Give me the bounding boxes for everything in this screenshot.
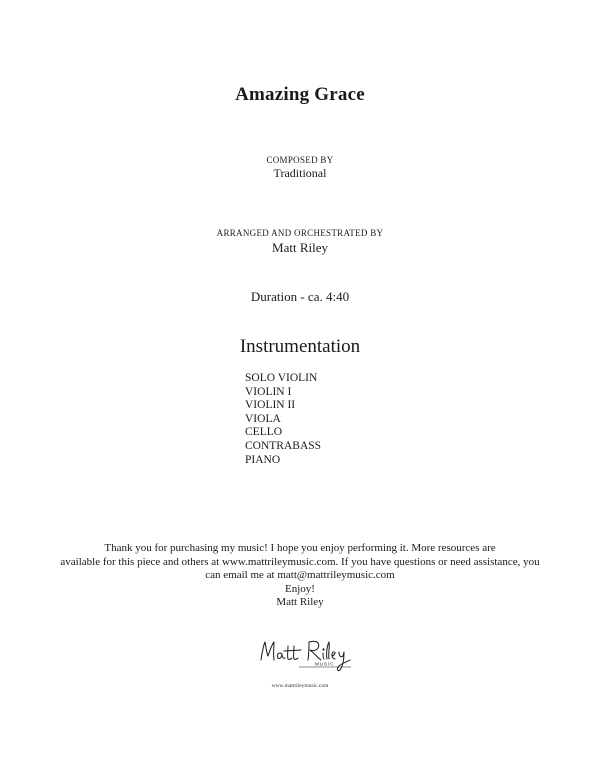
enjoy-text: Enjoy! — [285, 582, 315, 595]
logo-music-text: MUSIC — [315, 661, 335, 667]
arranged-by-label: ARRANGED AND ORCHESTRATED BY — [216, 228, 384, 238]
duration-text: Duration - ca. 4:40 — [250, 289, 350, 304]
signature-text: Matt Riley — [276, 596, 324, 609]
instrument-item: VIOLIN I — [245, 385, 292, 398]
thank-you-line: available for this piece and others at www.mattrileymusic.com. If you have questions or need assistance, you — [60, 555, 540, 568]
footer-url[interactable]: www.mattrileymusic.com — [271, 683, 329, 689]
instrument-item: PIANO — [245, 453, 281, 466]
thank-you-line: Thank you for purchasing my music! I hope you enjoy performing it. More resources are — [104, 542, 496, 554]
composed-by-label: COMPOSED BY — [266, 155, 334, 165]
arranger-name: Matt Riley — [272, 240, 328, 255]
instrument-list — [245, 372, 321, 467]
thank-you-note — [50, 542, 550, 610]
instrument-item: VIOLA — [245, 412, 281, 425]
instrument-item: VIOLIN II — [245, 399, 296, 412]
instrumentation-heading: Instrumentation — [239, 336, 361, 357]
instrument-item: CELLO — [245, 426, 283, 439]
instrument-item: SOLO VIOLIN — [245, 372, 318, 384]
piece-title: Amazing Grace — [235, 84, 365, 105]
thank-you-line: can email me at matt@mattrileymusic.com — [205, 569, 395, 582]
composer-name: Traditional — [273, 166, 327, 180]
instrument-item: CONTRABASS — [245, 439, 322, 452]
matt-riley-music-logo — [255, 636, 355, 676]
